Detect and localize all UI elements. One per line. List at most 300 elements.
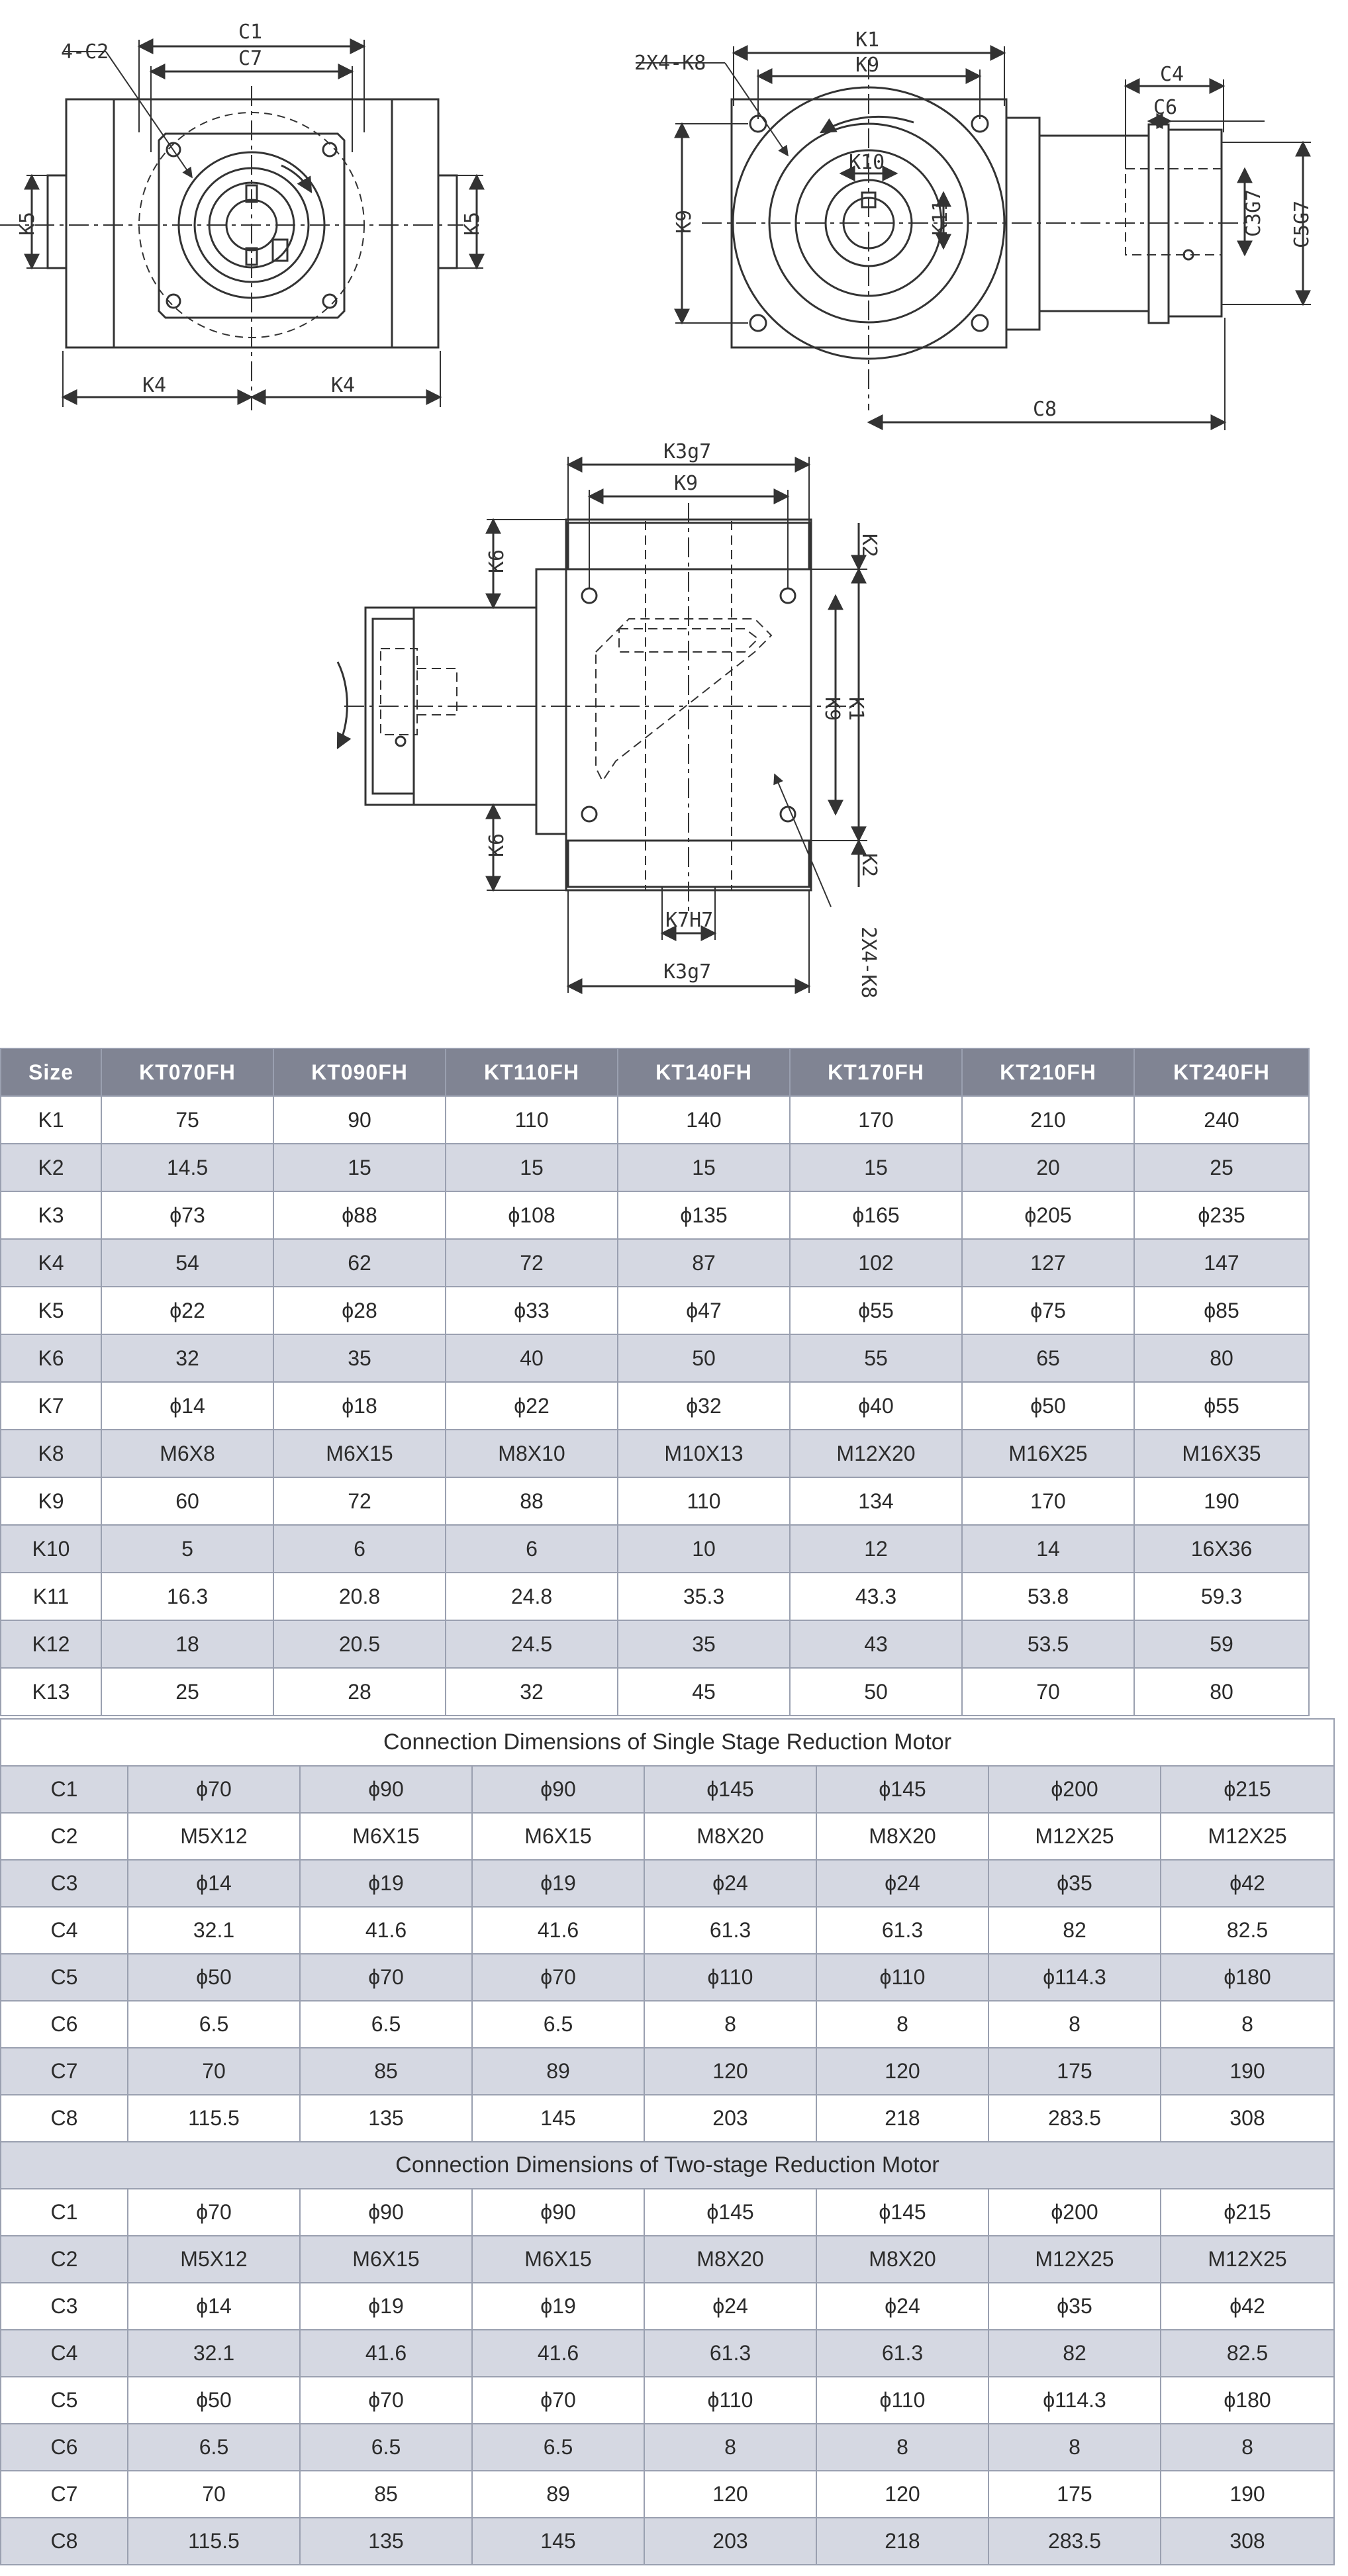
value-cell: ϕ24 — [644, 2283, 816, 2330]
value-cell: M10X13 — [618, 1430, 790, 1477]
value-cell: 203 — [644, 2518, 816, 2565]
row-label-cell: K5 — [1, 1287, 101, 1334]
value-cell: 82.5 — [1161, 2330, 1334, 2377]
value-cell: 8 — [644, 2001, 816, 2048]
value-cell: 87 — [618, 1239, 790, 1287]
value-cell: 140 — [618, 1096, 790, 1144]
label-k6-upper: K6 — [485, 549, 508, 573]
value-cell: 120 — [644, 2048, 816, 2095]
table-row — [1, 1239, 1309, 1287]
header-model: KT170FH — [790, 1048, 962, 1096]
front-view-drawing — [0, 40, 483, 410]
value-cell: ϕ32 — [618, 1382, 790, 1430]
value-cell: 61.3 — [644, 2330, 816, 2377]
value-cell: ϕ19 — [472, 1860, 644, 1907]
table-row — [1, 1766, 1334, 1813]
label-k4-right: K4 — [331, 374, 356, 397]
value-cell: 24.8 — [446, 1573, 618, 1620]
value-cell: ϕ24 — [644, 1860, 816, 1907]
label-k4-left: K4 — [142, 374, 167, 397]
value-cell: M6X15 — [273, 1430, 446, 1477]
value-cell: ϕ205 — [962, 1191, 1134, 1239]
label-c4: C4 — [1160, 63, 1184, 86]
value-cell: 20 — [962, 1144, 1134, 1191]
value-cell: 147 — [1134, 1239, 1309, 1287]
value-cell: 6 — [446, 1525, 618, 1573]
value-cell: ϕ114.3 — [988, 2377, 1161, 2424]
motor-connection-table — [0, 1718, 1335, 2565]
value-cell: 6 — [273, 1525, 446, 1573]
value-cell: 203 — [644, 2095, 816, 2142]
value-cell: 8 — [816, 2001, 988, 2048]
header-model: KT110FH — [446, 1048, 618, 1096]
value-cell: ϕ85 — [1134, 1287, 1309, 1334]
value-cell: ϕ14 — [128, 2283, 300, 2330]
table-row — [1, 2189, 1334, 2236]
value-cell: ϕ108 — [446, 1191, 618, 1239]
table-row — [1, 2001, 1334, 2048]
label-c3g7: C3G7 — [1242, 189, 1265, 237]
value-cell: M6X15 — [472, 1813, 644, 1860]
section-title: Connection Dimensions of Two-stage Reduction Motor — [1, 2142, 1334, 2189]
value-cell: ϕ75 — [962, 1287, 1134, 1334]
row-label-cell: K4 — [1, 1239, 101, 1287]
table-row — [1, 2048, 1334, 2095]
value-cell: 20.5 — [273, 1620, 446, 1668]
value-cell: M8X20 — [644, 2236, 816, 2283]
value-cell: 70 — [962, 1668, 1134, 1716]
header-model: KT070FH — [101, 1048, 273, 1096]
value-cell: 6.5 — [300, 2424, 472, 2471]
value-cell: M8X20 — [816, 1813, 988, 1860]
value-cell: 170 — [790, 1096, 962, 1144]
gearbox-dimension-table — [0, 1048, 1310, 1716]
value-cell: 15 — [790, 1144, 962, 1191]
row-label-cell: K13 — [1, 1668, 101, 1716]
value-cell: 41.6 — [472, 1907, 644, 1954]
table-row — [1, 1668, 1309, 1716]
label-c1: C1 — [238, 21, 263, 44]
value-cell: M12X25 — [1161, 1813, 1334, 1860]
row-label-cell: K10 — [1, 1525, 101, 1573]
value-cell: M8X10 — [446, 1430, 618, 1477]
value-cell: 218 — [816, 2518, 988, 2565]
table-row — [1, 1144, 1309, 1191]
table-row — [1, 1860, 1334, 1907]
value-cell: 134 — [790, 1477, 962, 1525]
value-cell: 16.3 — [101, 1573, 273, 1620]
value-cell: ϕ145 — [644, 2189, 816, 2236]
value-cell: 6.5 — [472, 2001, 644, 2048]
front-view-labels — [16, 21, 484, 397]
value-cell: ϕ19 — [300, 1860, 472, 1907]
value-cell: 8 — [644, 2424, 816, 2471]
row-label-cell: K12 — [1, 1620, 101, 1668]
value-cell: ϕ35 — [988, 1860, 1161, 1907]
label-k10: K10 — [849, 151, 885, 174]
label-k9-top: K9 — [674, 472, 698, 495]
value-cell: 35 — [618, 1620, 790, 1668]
header-model: KT090FH — [273, 1048, 446, 1096]
value-cell: ϕ33 — [446, 1287, 618, 1334]
table-row — [1, 1907, 1334, 1954]
value-cell: ϕ90 — [300, 1766, 472, 1813]
value-cell: 32.1 — [128, 1907, 300, 1954]
row-label-cell: C5 — [1, 1954, 128, 2001]
value-cell: ϕ110 — [816, 2377, 988, 2424]
value-cell: 62 — [273, 1239, 446, 1287]
value-cell: 59.3 — [1134, 1573, 1309, 1620]
value-cell: 88 — [446, 1477, 618, 1525]
value-cell: ϕ14 — [128, 1860, 300, 1907]
value-cell: 175 — [988, 2048, 1161, 2095]
value-cell: ϕ42 — [1161, 2283, 1334, 2330]
value-cell: ϕ50 — [128, 2377, 300, 2424]
value-cell: ϕ90 — [472, 2189, 644, 2236]
value-cell: 5 — [101, 1525, 273, 1573]
side-view-drawing — [636, 46, 1311, 430]
table-header-row — [1, 1048, 1309, 1096]
header-size: Size — [1, 1048, 101, 1096]
table-row — [1, 2377, 1334, 2424]
label-k9-side: K9 — [820, 697, 843, 721]
value-cell: 145 — [472, 2518, 644, 2565]
value-cell: ϕ110 — [644, 2377, 816, 2424]
section-title-row — [1, 1719, 1334, 1766]
row-label-cell: C4 — [1, 2330, 128, 2377]
value-cell: 70 — [128, 2048, 300, 2095]
value-cell: M12X25 — [1161, 2236, 1334, 2283]
value-cell: ϕ70 — [128, 1766, 300, 1813]
value-cell: M6X8 — [101, 1430, 273, 1477]
row-label-cell: C3 — [1, 1860, 128, 1907]
technical-drawings — [0, 0, 1348, 1033]
side-view-labels — [634, 28, 1314, 421]
value-cell: ϕ55 — [1134, 1382, 1309, 1430]
value-cell: 175 — [988, 2471, 1161, 2518]
value-cell: 89 — [472, 2048, 644, 2095]
value-cell: 61.3 — [816, 2330, 988, 2377]
value-cell: 32.1 — [128, 2330, 300, 2377]
value-cell: 18 — [101, 1620, 273, 1668]
value-cell: 190 — [1161, 2048, 1334, 2095]
value-cell: ϕ22 — [101, 1287, 273, 1334]
value-cell: 308 — [1161, 2518, 1334, 2565]
value-cell: ϕ24 — [816, 2283, 988, 2330]
value-cell: ϕ215 — [1161, 1766, 1334, 1813]
table-row — [1, 1813, 1334, 1860]
header-model: KT140FH — [618, 1048, 790, 1096]
value-cell: M12X25 — [988, 1813, 1161, 1860]
value-cell: ϕ50 — [962, 1382, 1134, 1430]
label-2x4-k8: 2X4-K8 — [634, 52, 706, 75]
value-cell: 102 — [790, 1239, 962, 1287]
value-cell: 40 — [446, 1334, 618, 1382]
value-cell: 55 — [790, 1334, 962, 1382]
value-cell: ϕ14 — [101, 1382, 273, 1430]
value-cell: ϕ110 — [644, 1954, 816, 2001]
value-cell: 6.5 — [300, 2001, 472, 2048]
value-cell: 80 — [1134, 1668, 1309, 1716]
row-label-cell: C2 — [1, 2236, 128, 2283]
table-row — [1, 2518, 1334, 2565]
row-label-cell: K1 — [1, 1096, 101, 1144]
value-cell: ϕ70 — [472, 2377, 644, 2424]
label-k2-upper: K2 — [857, 533, 881, 558]
value-cell: 72 — [273, 1477, 446, 1525]
value-cell: 50 — [618, 1334, 790, 1382]
value-cell: M16X35 — [1134, 1430, 1309, 1477]
value-cell: ϕ73 — [101, 1191, 273, 1239]
value-cell: ϕ88 — [273, 1191, 446, 1239]
value-cell: 35.3 — [618, 1573, 790, 1620]
label-k3g7-bottom: K3g7 — [663, 960, 712, 984]
label-k5-right: K5 — [461, 211, 484, 236]
value-cell: 61.3 — [644, 1907, 816, 1954]
value-cell: 61.3 — [816, 1907, 988, 1954]
table-row — [1, 1382, 1309, 1430]
value-cell: 120 — [816, 2471, 988, 2518]
value-cell: ϕ235 — [1134, 1191, 1309, 1239]
label-k6-lower: K6 — [485, 833, 508, 857]
value-cell: 240 — [1134, 1096, 1309, 1144]
row-label-cell: C2 — [1, 1813, 128, 1860]
value-cell: 80 — [1134, 1334, 1309, 1382]
value-cell: 110 — [446, 1096, 618, 1144]
value-cell: 82.5 — [1161, 1907, 1334, 1954]
value-cell: 15 — [273, 1144, 446, 1191]
value-cell: ϕ215 — [1161, 2189, 1334, 2236]
value-cell: 53.5 — [962, 1620, 1134, 1668]
value-cell: ϕ200 — [988, 2189, 1161, 2236]
value-cell: 50 — [790, 1668, 962, 1716]
label-c7: C7 — [238, 47, 263, 70]
value-cell: 43.3 — [790, 1573, 962, 1620]
value-cell: 190 — [1134, 1477, 1309, 1525]
row-label-cell: C7 — [1, 2471, 128, 2518]
top-view-drawing — [338, 457, 867, 993]
value-cell: 6.5 — [472, 2424, 644, 2471]
value-cell: 115.5 — [128, 2518, 300, 2565]
value-cell: 283.5 — [988, 2095, 1161, 2142]
row-label-cell: C3 — [1, 2283, 128, 2330]
table-row — [1, 1287, 1309, 1334]
value-cell: ϕ70 — [472, 1954, 644, 2001]
value-cell: 32 — [446, 1668, 618, 1716]
value-cell: 6.5 — [128, 2001, 300, 2048]
row-label-cell: C1 — [1, 1766, 128, 1813]
header-model: KT240FH — [1134, 1048, 1309, 1096]
value-cell: 90 — [273, 1096, 446, 1144]
value-cell: 8 — [988, 2001, 1161, 2048]
header-model: KT210FH — [962, 1048, 1134, 1096]
value-cell: ϕ180 — [1161, 1954, 1334, 2001]
row-label-cell: C6 — [1, 2001, 128, 2048]
row-label-cell: K9 — [1, 1477, 101, 1525]
value-cell: 85 — [300, 2471, 472, 2518]
value-cell: ϕ70 — [300, 1954, 472, 2001]
value-cell: 135 — [300, 2095, 472, 2142]
value-cell: 70 — [128, 2471, 300, 2518]
table-row — [1, 1477, 1309, 1525]
value-cell: 8 — [816, 2424, 988, 2471]
table-row — [1, 1096, 1309, 1144]
row-label-cell: K3 — [1, 1191, 101, 1239]
value-cell: 45 — [618, 1668, 790, 1716]
value-cell: 10 — [618, 1525, 790, 1573]
value-cell: 54 — [101, 1239, 273, 1287]
label-k9: K9 — [855, 54, 880, 77]
row-label-cell: C5 — [1, 2377, 128, 2424]
value-cell: 170 — [962, 1477, 1134, 1525]
table-row — [1, 2283, 1334, 2330]
value-cell: 15 — [446, 1144, 618, 1191]
value-cell: ϕ145 — [816, 1766, 988, 1813]
value-cell: ϕ145 — [644, 1766, 816, 1813]
value-cell: 25 — [1134, 1144, 1309, 1191]
table-row — [1, 1954, 1334, 2001]
label-2x4-k8-top: 2X4-K8 — [857, 927, 880, 999]
value-cell: ϕ180 — [1161, 2377, 1334, 2424]
row-label-cell: C8 — [1, 2518, 128, 2565]
value-cell: 135 — [300, 2518, 472, 2565]
value-cell: ϕ47 — [618, 1287, 790, 1334]
value-cell: 283.5 — [988, 2518, 1161, 2565]
label-k1-side: K1 — [844, 697, 867, 721]
value-cell: M12X20 — [790, 1430, 962, 1477]
value-cell: 65 — [962, 1334, 1134, 1382]
value-cell: ϕ165 — [790, 1191, 962, 1239]
value-cell: 32 — [101, 1334, 273, 1382]
value-cell: M6X15 — [472, 2236, 644, 2283]
value-cell: ϕ200 — [988, 1766, 1161, 1813]
value-cell: 72 — [446, 1239, 618, 1287]
table-row — [1, 2330, 1334, 2377]
value-cell: ϕ40 — [790, 1382, 962, 1430]
value-cell: 28 — [273, 1668, 446, 1716]
value-cell: ϕ114.3 — [988, 1954, 1161, 2001]
value-cell: ϕ19 — [300, 2283, 472, 2330]
value-cell: 60 — [101, 1477, 273, 1525]
value-cell: ϕ35 — [988, 2283, 1161, 2330]
value-cell: M6X15 — [300, 2236, 472, 2283]
value-cell: 43 — [790, 1620, 962, 1668]
value-cell: ϕ19 — [472, 2283, 644, 2330]
value-cell: 75 — [101, 1096, 273, 1144]
label-c8: C8 — [1033, 398, 1057, 421]
value-cell: 53.8 — [962, 1573, 1134, 1620]
row-label-cell: C6 — [1, 2424, 128, 2471]
section-title-row — [1, 2142, 1334, 2189]
row-label-cell: K2 — [1, 1144, 101, 1191]
value-cell: 127 — [962, 1239, 1134, 1287]
value-cell: 82 — [988, 2330, 1161, 2377]
value-cell: 14.5 — [101, 1144, 273, 1191]
value-cell: 14 — [962, 1525, 1134, 1573]
label-k2-lower: K2 — [857, 853, 881, 878]
value-cell: M12X25 — [988, 2236, 1161, 2283]
value-cell: 16X36 — [1134, 1525, 1309, 1573]
value-cell: 218 — [816, 2095, 988, 2142]
value-cell: 145 — [472, 2095, 644, 2142]
value-cell: ϕ24 — [816, 1860, 988, 1907]
value-cell: 20.8 — [273, 1573, 446, 1620]
value-cell: 59 — [1134, 1620, 1309, 1668]
value-cell: 120 — [644, 2471, 816, 2518]
value-cell: 41.6 — [300, 1907, 472, 1954]
value-cell: ϕ22 — [446, 1382, 618, 1430]
row-label-cell: K6 — [1, 1334, 101, 1382]
value-cell: 12 — [790, 1525, 962, 1573]
value-cell: ϕ70 — [128, 2189, 300, 2236]
label-c5g7: C5G7 — [1290, 200, 1314, 248]
label-k3g7-top: K3g7 — [663, 440, 712, 463]
value-cell: 89 — [472, 2471, 644, 2518]
value-cell: ϕ110 — [816, 1954, 988, 2001]
value-cell: ϕ70 — [300, 2377, 472, 2424]
value-cell: 110 — [618, 1477, 790, 1525]
section-title: Connection Dimensions of Single Stage Reduction Motor — [1, 1719, 1334, 1766]
label-k9-vertical: K9 — [673, 209, 696, 234]
label-k11: K11 — [929, 199, 952, 236]
label-k7h7: K7H7 — [665, 909, 714, 932]
value-cell: ϕ135 — [618, 1191, 790, 1239]
value-cell: 210 — [962, 1096, 1134, 1144]
row-label-cell: C7 — [1, 2048, 128, 2095]
value-cell: 41.6 — [472, 2330, 644, 2377]
table-row — [1, 2424, 1334, 2471]
table-row — [1, 2236, 1334, 2283]
value-cell: ϕ42 — [1161, 1860, 1334, 1907]
label-c6: C6 — [1153, 96, 1178, 119]
label-4-c2: 4-C2 — [61, 40, 109, 64]
label-k1: K1 — [855, 28, 880, 52]
table-row — [1, 1430, 1309, 1477]
value-cell: 115.5 — [128, 2095, 300, 2142]
value-cell: 120 — [816, 2048, 988, 2095]
table-row — [1, 1525, 1309, 1573]
value-cell: M6X15 — [300, 1813, 472, 1860]
value-cell: 8 — [1161, 2001, 1334, 2048]
value-cell: 308 — [1161, 2095, 1334, 2142]
value-cell: ϕ28 — [273, 1287, 446, 1334]
table-row — [1, 1620, 1309, 1668]
top-view-labels — [485, 440, 881, 998]
value-cell: ϕ145 — [816, 2189, 988, 2236]
row-label-cell: K11 — [1, 1573, 101, 1620]
value-cell: 24.5 — [446, 1620, 618, 1668]
table-row — [1, 2471, 1334, 2518]
row-label-cell: K8 — [1, 1430, 101, 1477]
value-cell: ϕ90 — [300, 2189, 472, 2236]
table-row — [1, 2095, 1334, 2142]
value-cell: 25 — [101, 1668, 273, 1716]
table-row — [1, 1573, 1309, 1620]
table-row — [1, 1334, 1309, 1382]
label-k5-left: K5 — [16, 211, 39, 236]
value-cell: 35 — [273, 1334, 446, 1382]
value-cell: M16X25 — [962, 1430, 1134, 1477]
value-cell: 8 — [988, 2424, 1161, 2471]
value-cell: ϕ55 — [790, 1287, 962, 1334]
value-cell: 8 — [1161, 2424, 1334, 2471]
value-cell: ϕ18 — [273, 1382, 446, 1430]
row-label-cell: C1 — [1, 2189, 128, 2236]
value-cell: 6.5 — [128, 2424, 300, 2471]
value-cell: M8X20 — [816, 2236, 988, 2283]
value-cell: 190 — [1161, 2471, 1334, 2518]
value-cell: 15 — [618, 1144, 790, 1191]
